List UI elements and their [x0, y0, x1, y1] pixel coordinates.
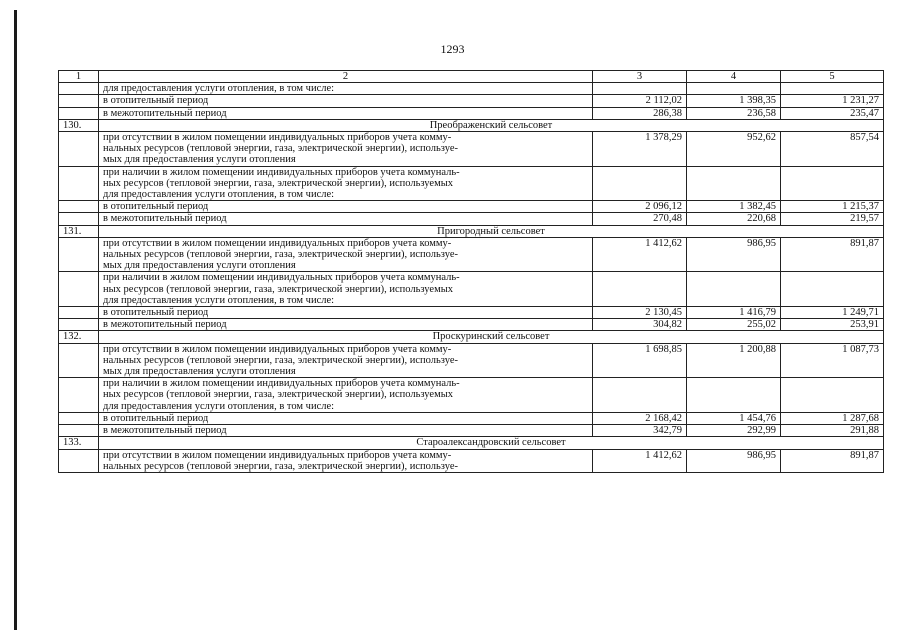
value-cell-col3: [593, 272, 687, 307]
value-cell-col5: 219,57: [781, 213, 884, 225]
section-row: [59, 225, 884, 237]
value-cell-col4: 1 382,45: [687, 201, 781, 213]
table-row: [59, 237, 884, 272]
value-cell-col4: 986,95: [687, 449, 781, 472]
value-cell-col3: 2 130,45: [593, 307, 687, 319]
section-title: Преображенский сельсовет: [99, 119, 884, 131]
value-cell-col5: [781, 166, 884, 201]
value-cell-col5: 253,91: [781, 319, 884, 331]
row-index-cell: [59, 378, 99, 413]
table-row: [59, 412, 884, 424]
value-cell-col5: 1 287,68: [781, 412, 884, 424]
section-row: [59, 437, 884, 449]
row-description-cell: при наличии в жилом помещении индивидуальных приборов учета коммуналь- ных ресурсов (тепловой энергии, газа, электрической энергии), используемых для предоставления услуги отопления, в том числе:: [99, 272, 593, 307]
row-description-cell: при отсутствии в жилом помещении индивидуальных приборов учета комму- нальных ресурсов (тепловой энергии, газа, электрической энергии), используе- мых для предоставления услуги отопления: [99, 132, 593, 167]
tariff-table: [58, 70, 884, 473]
value-cell-col5: 857,54: [781, 132, 884, 167]
value-cell-col4: [687, 83, 781, 95]
page-number: 1293: [440, 42, 465, 56]
section-title: Пригородный сельсовет: [99, 225, 884, 237]
row-description-cell: в отопительный период: [99, 412, 593, 424]
value-cell-col5: 891,87: [781, 237, 884, 272]
section-title: Проскуринский сельсовет: [99, 331, 884, 343]
row-index-cell: [59, 201, 99, 213]
value-cell-col4: 292,99: [687, 425, 781, 437]
section-row: [59, 331, 884, 343]
row-index-cell: [59, 166, 99, 201]
row-description-cell: при отсутствии в жилом помещении индивидуальных приборов учета комму- нальных ресурсов (тепловой энергии, газа, электрической энергии), используе-: [99, 449, 593, 472]
value-cell-col5: [781, 272, 884, 307]
value-cell-col5: [781, 378, 884, 413]
table-row: [59, 213, 884, 225]
column-header: 4: [687, 71, 781, 83]
section-number: 132.: [59, 331, 99, 343]
value-cell-col3: [593, 378, 687, 413]
column-header: 1: [59, 71, 99, 83]
value-cell-col5: 1 215,37: [781, 201, 884, 213]
value-cell-col4: 986,95: [687, 237, 781, 272]
section-title: Староалександровский сельсовет: [99, 437, 884, 449]
value-cell-col5: 291,88: [781, 425, 884, 437]
value-cell-col4: [687, 378, 781, 413]
table-row: [59, 319, 884, 331]
row-description-cell: при отсутствии в жилом помещении индивидуальных приборов учета комму- нальных ресурсов (тепловой энергии, газа, электрической энергии), используе- мых для предоставления услуги отопления: [99, 343, 593, 378]
row-description-cell: при отсутствии в жилом помещении индивидуальных приборов учета комму- нальных ресурсов (тепловой энергии, газа, электрической энергии), используе- мых для предоставления услуги отопления: [99, 237, 593, 272]
table-row: [59, 343, 884, 378]
table-row: [59, 95, 884, 107]
value-cell-col3: 2 112,02: [593, 95, 687, 107]
row-description-cell: в отопительный период: [99, 201, 593, 213]
row-description-cell: в межотопительный период: [99, 319, 593, 331]
value-cell-col3: 1 698,85: [593, 343, 687, 378]
row-index-cell: [59, 343, 99, 378]
table-row: [59, 166, 884, 201]
value-cell-col5: 235,47: [781, 107, 884, 119]
table-row: [59, 307, 884, 319]
value-cell-col3: 342,79: [593, 425, 687, 437]
value-cell-col5: [781, 83, 884, 95]
row-description-cell: при наличии в жилом помещении индивидуальных приборов учета коммуналь- ных ресурсов (тепловой энергии, газа, электрической энергии), используемых для предоставления услуги отопления, в том числе:: [99, 166, 593, 201]
table-row: [59, 272, 884, 307]
value-cell-col4: 1 398,35: [687, 95, 781, 107]
row-description-cell: в отопительный период: [99, 95, 593, 107]
value-cell-col4: 952,62: [687, 132, 781, 167]
row-index-cell: [59, 307, 99, 319]
value-cell-col4: [687, 272, 781, 307]
column-header: 2: [99, 71, 593, 83]
row-description-cell: при наличии в жилом помещении индивидуальных приборов учета коммуналь- ных ресурсов (тепловой энергии, газа, электрической энергии), используемых для предоставления услуги отопления, в том числе:: [99, 378, 593, 413]
value-cell-col4: 1 416,79: [687, 307, 781, 319]
value-cell-col3: [593, 166, 687, 201]
row-index-cell: [59, 132, 99, 167]
row-index-cell: [59, 107, 99, 119]
table-row: [59, 83, 884, 95]
value-cell-col5: 891,87: [781, 449, 884, 472]
row-description-cell: для предоставления услуги отопления, в том числе:: [99, 83, 593, 95]
value-cell-col3: 2 096,12: [593, 201, 687, 213]
value-cell-col3: 286,38: [593, 107, 687, 119]
binding-edge-line: [14, 10, 17, 630]
row-description-cell: в межотопительный период: [99, 213, 593, 225]
value-cell-col4: 255,02: [687, 319, 781, 331]
table-row: [59, 449, 884, 472]
value-cell-col3: 270,48: [593, 213, 687, 225]
row-index-cell: [59, 319, 99, 331]
row-index-cell: [59, 272, 99, 307]
value-cell-col3: 1 378,29: [593, 132, 687, 167]
table-row: [59, 201, 884, 213]
table-row: [59, 378, 884, 413]
row-description-cell: в межотопительный период: [99, 425, 593, 437]
table-row: [59, 425, 884, 437]
value-cell-col5: 1 231,27: [781, 95, 884, 107]
section-number: 131.: [59, 225, 99, 237]
value-cell-col4: 220,68: [687, 213, 781, 225]
table-body: [59, 83, 884, 473]
value-cell-col5: 1 087,73: [781, 343, 884, 378]
value-cell-col4: 1 454,76: [687, 412, 781, 424]
value-cell-col3: 1 412,62: [593, 449, 687, 472]
row-index-cell: [59, 412, 99, 424]
row-index-cell: [59, 449, 99, 472]
row-index-cell: [59, 83, 99, 95]
section-number: 133.: [59, 437, 99, 449]
table-header-row: [59, 71, 884, 83]
section-number: 130.: [59, 119, 99, 131]
row-index-cell: [59, 237, 99, 272]
row-index-cell: [59, 213, 99, 225]
value-cell-col3: 2 168,42: [593, 412, 687, 424]
value-cell-col4: 1 200,88: [687, 343, 781, 378]
value-cell-col4: 236,58: [687, 107, 781, 119]
column-header: 3: [593, 71, 687, 83]
row-index-cell: [59, 425, 99, 437]
row-description-cell: в межотопительный период: [99, 107, 593, 119]
row-description-cell: в отопительный период: [99, 307, 593, 319]
row-index-cell: [59, 95, 99, 107]
value-cell-col4: [687, 166, 781, 201]
table-row: [59, 107, 884, 119]
column-header: 5: [781, 71, 884, 83]
value-cell-col3: 304,82: [593, 319, 687, 331]
table-row: [59, 132, 884, 167]
value-cell-col3: 1 412,62: [593, 237, 687, 272]
section-row: [59, 119, 884, 131]
value-cell-col5: 1 249,71: [781, 307, 884, 319]
value-cell-col3: [593, 83, 687, 95]
